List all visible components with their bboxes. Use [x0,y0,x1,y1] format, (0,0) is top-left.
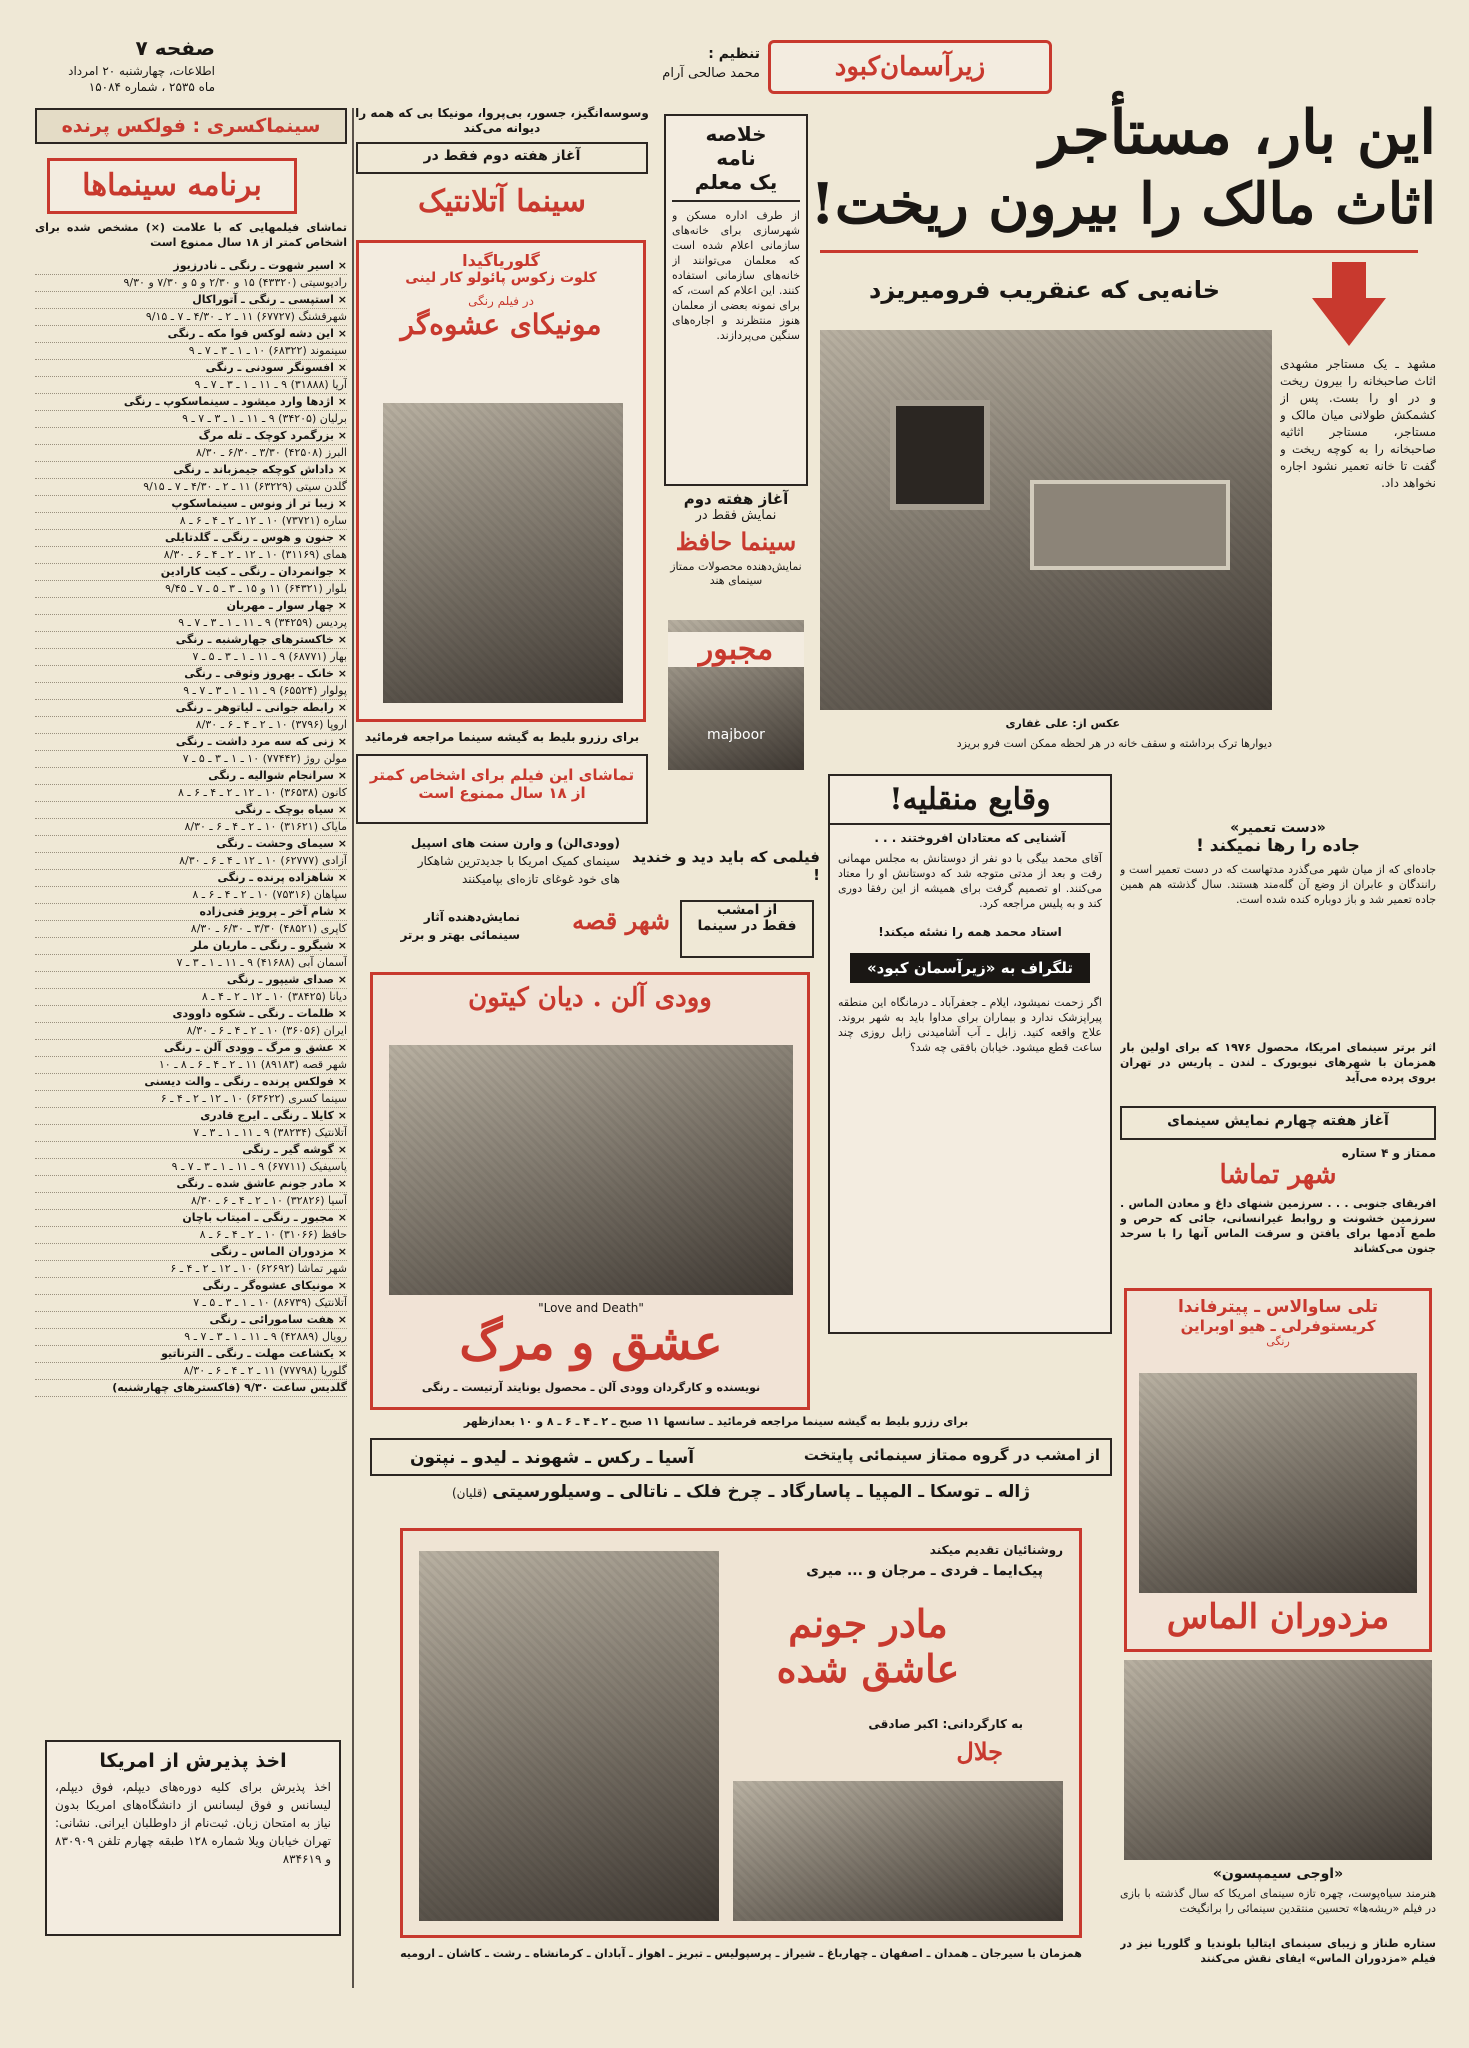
admission-box [45,1740,341,1936]
section-title: زیرآسمان‌کبود [768,40,1052,94]
listing-entry: × جوانمردان ـ رنگی ـ کیت کارادین [35,564,347,581]
listing-entry: × زنی که سه مرد داشت ـ رنگی [35,734,347,751]
listing-entry: آزادی (۶۲۷۷۷) ۱۰ ـ ۱۲ ـ ۴ ـ ۶ ـ ۸/۳۰ [35,853,347,870]
simpson-photo [1124,1660,1432,1860]
listing-entry: × یکشاعت مهلت ـ رنگی ـ الترناتیو [35,1346,347,1363]
diamond-start-line: آغاز هفته چهارم نمایش سینمای [1120,1106,1436,1140]
love-death-ad: وودی آلن . دیان کیتون "Love and Death" عشق و مرگ نویسنده و کارگردان وودی آلن ـ محصول یونایتد آرتیست ـ رنگی [370,972,810,1410]
listing-entry: × خاکسترهای جهارشنبه ـ رنگی [35,632,347,649]
listing-entry: بهار (۶۸۷۷۱) ۹ ـ ۱۱ ـ ۱ ـ ۳ ـ ۵ ـ ۷ [35,649,347,666]
listing-entry: × عشق و مرگ ـ وودی آلن ـ رنگی [35,1040,347,1057]
listing-entry: رویال (۴۲۸۸۹) ۹ ـ ۱۱ ـ ۱ ـ ۳ ـ ۷ ـ ۹ [35,1329,347,1346]
love-death-reserve: برای رزرو بلیط به گیشه سینما مراجعه فرمائید ـ سانسها ۱۱ صبح ـ ۲ ـ ۴ ـ ۶ ـ ۸ و ۱۰ بعدازظهر [463,1415,969,1428]
building-balcony [1030,480,1230,570]
diamond-poster: تلی ساوالاس ـ پیترفاندا کریستوفرلی ـ هیو اوبراین رنگی مزدوران الماس [1124,1288,1432,1652]
listing-entry: آسیا (۳۲۸۲۶) ۱۰ ـ ۲ ـ ۴ ـ ۶ ـ ۸/۳۰ [35,1193,347,1210]
listing-entry: × افسونگر سودنی ـ رنگی [35,360,347,377]
listing-entry: سینما کسری (۶۳۶۲۲) ۱۰ ـ ۱۲ ـ ۲ ـ ۴ ـ ۶ [35,1091,347,1108]
listing-entry: × زیبا تر از ونوس ـ سینماسکوپ [35,496,347,513]
listing-entry: × داداش کوچکه جیمزباند ـ رنگی [35,462,347,479]
listing-entry: ساره (۷۳۷۲۱) ۱۰ ـ ۱۲ ـ ۲ ـ ۴ ـ ۶ ـ ۸ [35,513,347,530]
listing-entry: مایاک (۳۱۶۲۱) ۱۰ ـ ۲ ـ ۴ ـ ۶ ـ ۸/۳۰ [35,819,347,836]
monica-age-warning: تماشای این فیلم برای اشخاص کمتر از ۱۸ سال ممنوع است [356,754,648,824]
listing-entry: × استپسی ـ رنگی ـ آتوراکال [35,292,347,309]
listing-entry: حافظ (۳۱۰۶۶) ۱۰ ـ ۲ ـ ۴ ـ ۶ ـ ۸ [35,1227,347,1244]
listing-entry: × صدای شیپور ـ رنگی [35,972,347,989]
listing-entry: × شام آخر ـ پرویز فنی‌زاده [35,904,347,921]
listing-entry: پاسیفیک (۶۷۷۱۱) ۹ ـ ۱۱ ـ ۱ ـ ۳ ـ ۷ ـ ۹ [35,1159,347,1176]
monica-photo [383,403,623,703]
listing-entry: × این دشه لوکس قوا مکه ـ رنگی [35,326,347,343]
listing-entry: مولن روژ (۷۷۴۴۲) ۱۰ ـ ۱ ـ ۳ ـ ۵ ـ ۷ [35,751,347,768]
teacher-letter [664,114,808,486]
listing-entry: دیانا (۳۸۴۲۵) ۱۰ ـ ۱۲ ـ ۲ ـ ۴ ـ ۸ [35,989,347,1006]
listing-entry: شهر تماشا (۶۲۶۹۲) ۱۰ ـ ۱۲ ـ ۲ ـ ۴ ـ ۶ [35,1261,347,1278]
madar-header: از امشب در گروه ممتاز سینمائی پایتخت [370,1438,1112,1476]
organizer: تنظیم : محمد صالحی آرام [662,46,760,81]
building-photo [820,330,1272,710]
atlantic-cinema: سینما آتلانتیک [417,184,587,219]
program-intro: تماشای فیلمهایی که با علامت (×) مشخص شده برای اشخاص کمتر از ۱۸ سال ممنوع است [35,221,347,249]
listing-entry: همای (۳۱۱۶۹) ۱۰ ـ ۱۲ ـ ۲ ـ ۴ ـ ۶ ـ ۸/۳۰ [35,547,347,564]
listing-entry: × گوشه گیر ـ رنگی [35,1142,347,1159]
admission-title: اخذ پذیرش از امریکا [99,1750,287,1772]
lead-story: مشهد ـ یک مستاجر مشهدی اثاث صاحبخانه را بیرون ریخت و در او را بست. پس از کشمکش طولانی میان مالک و مستاجر، مستاجر اثاثیه صاحبخانه را به کوچه ریخت و گفت تا خانه تعمیر نشود اجاره نخواهد داد. [1280,357,1436,490]
listing-entry: × فولکس پرنده ـ رنگی ـ والت دیسنی [35,1074,347,1091]
listing-entry: × شاهزاده پرنده ـ رنگی [35,870,347,887]
photo-caption: دیوارها ترک برداشته و سقف خانه در هر لحظه ممکن است فرو بریزد [956,737,1272,750]
listing-entry: × کایلا ـ رنگی ـ ایرج قادری [35,1108,347,1125]
telegraph-title: تلگراف به «زیرآسمان کبود» [850,953,1090,983]
down-arrow-icon [1312,262,1386,346]
admission-body: اخذ پذیرش برای کلیه دوره‌های دیپلم، فوق دیپلم، لیسانس و فوق لیسانس از دانشگاه‌های امریکا بدون نیاز به امتحان زبان. ثبت‌نام از داوطلبان ایرانی. نشانی: تهران خیابان ویلا شماره ۱۲۸ طبقه چهارم تلفن ۸۳۰۹۰۹ و ۸۳۴۶۱۹ [55,1780,331,1866]
monica-ad: وسوسه‌انگیز، جسور، بی‌پروا، مونیکا بی که همه را دیوانه می‌کند آغاز هفته دوم فقط در سینما آتلانتیک گلوریاگیدا کلوت زکوس پائولو کار لینی در فیلم رنگی مونیکای عشوه‌گر برای رزرو بلیط به گیشه سینما مراجعه فرمائید تماشای این فیلم برای اشخاص کمتر از ۱۸ سال ممنوع است [346,106,658,832]
listing-entry: × ظلمات ـ رنگی ـ شکوه داوودی [35,1006,347,1023]
accidents-box: وقایع منقلیه! آشنایی که معتادان افروختند . . . آقای محمد بیگی با دو نفر از دوستانش به مجلس مهمانی رفت و بعد از مدتی متوجه شد که دوستانش او را معتاد می‌کنند. او تصمیم گرفت برای همیشه از این رفقا دوری کند و به پلیس مراجعه کرد. استاد محمد همه را نشئه میکند! تلگراف به «زیرآسمان کبود» اگر زحمت نمیشود، ایلام ـ جعفرآباد ـ درمانگاه این منطقه پیراپزشک ندارد و بیماران برای مداوا باید به شهر بروند. علاج واقعه کنید. زابل ـ آب آشامیدنی زابل روزی چند ساعت قطع میشود. خیابان بافقی چه شد؟ [828,774,1112,1334]
listing-entry: × مزدوران الماس ـ رنگی [35,1244,347,1261]
listing-entry: برلیان (۳۴۲۰۵) ۹ ـ ۱۱ ـ ۱ ـ ۳ ـ ۷ ـ ۹ [35,411,347,428]
photo-caption-title: خانه‌یی که عنقریب فرومیریزد [869,276,1220,304]
listing-entry: سینموند (۶۸۳۲۲) ۱۰ ـ ۱ ـ ۳ ـ ۷ ـ ۹ [35,343,347,360]
majboor-poster: مجبور majboor [668,620,804,770]
listing-entry: شهرقشنگ (۶۷۷۲۷) ۱۱ ـ ۲ ـ ۴/۳۰ ـ ۷ ـ ۹/۱۵ [35,309,347,326]
paper-line2: ماه ۲۵۳۵ ، شماره ۱۵۰۸۴ [88,80,215,94]
madar-poster: روشنائیان تقدیم میکند پیک‌ایما ـ فردی ـ مرجان و ... میری مادر جونم عاشق شده به کارگردانی: اکبر صادقی جلال [400,1528,1082,1938]
mid-promos: (وودی‌الن) و وارن سنت های اسپیل سینمای کمیک امریکا با جدیدترین شاهکار های خود غوغای تازه‌ای بپامیکنند فیلمی که باید دید و خندید ! از امشب فقط در سینما شهر قصه نمایش‌دهنده آثار سینمائی بهتر و برتر [360,836,820,966]
listing-entry: اروپا (۳۷۹۶) ۱۰ ـ ۲ ـ ۴ ـ ۶ ـ ۸/۳۰ [35,717,347,734]
hafez-cinema: سینما حافظ [675,527,797,556]
listing-entry: شهر قصه (۸۹۱۸۳) ۱۱ ـ ۲ ـ ۴ ـ ۶ ـ ۸ ـ ۱۰ [35,1057,347,1074]
paper-line1: اطلاعات، چهارشنبه ۲۰ امرداد [68,64,215,78]
listing-entry: × چهار سوار ـ مهربان [35,598,347,615]
listing-entry: × جنون و هوس ـ رنگی ـ گلدتایلی [35,530,347,547]
listing-entry: × مونیکای عشوه‌گر ـ رنگی [35,1278,347,1295]
listing-entry: رادیوسیتی (۴۳۳۲۰) ۱۵ و ۲/۳۰ و ۵ و ۷/۳۰ و ۹/۳۰ [35,275,347,292]
listing-entry: × سرانجام شوالیه ـ رنگی [35,768,347,785]
love-death-photo [389,1045,793,1295]
monica-poster: گلوریاگیدا کلوت زکوس پائولو کار لینی در فیلم رنگی مونیکای عشوه‌گر [356,240,646,722]
program-top-label: سینماکسری : فولکس پرنده [35,108,347,144]
listing-entry: پولوار (۶۵۵۲۴) ۹ ـ ۱۱ ـ ۱ ـ ۳ ـ ۷ ـ ۹ [35,683,347,700]
listing-entry: × شیگرو ـ رنگی ـ ماریان ملر [35,938,347,955]
madar-portrait [733,1781,1063,1921]
teacher-title: خلاصه نامه یک معلم [672,122,800,202]
diamond-ad: اثر برتر سینمای امریکا، محصول ۱۹۷۶ که برای اولین بار همزمان با شهرهای نیویورک ـ لندن ـ پاریس در تهران بروی پرده می‌آید آغاز هفته چهارم نمایش سینمای ممتاز و ۴ ستاره شهر تماشا افریقای جنوبی . . . سرزمین شنهای داغ و معادن الماس . سرزمین خشونت و روابط غیرانسانی، جائی که حرص و طمع آدمها برای یافتن و سرقت الماس آنها را با سرحد جنون می‌کشاند تلی ساوالاس ـ پیترفاندا کریستوفرلی ـ هیو اوبراین رنگی مزدوران الماس «اوجی سیمپسون» هنرمند سیاه‌پوست، چهره تازه سینمای امریکا که سال گذشته با بازی در فیلم «ریشه‌ها» تحسین منتقدین سینمائی را برانگیخت ستاره طناز و زیبای سینمای ایتالیا بلوندیا و گلوریا نیز در فیلم «مزدوران الماس» ایفای نقش می‌کنند [1120,1041,1436,1965]
listing-entry: کاپری (۴۸۵۲۱) ۳/۳۰ ـ ۶/۳۰ ـ ۸/۳۰ [35,921,347,938]
listing-entry: ایران (۳۶۰۵۶) ۱۰ ـ ۲ ـ ۴ ـ ۶ ـ ۸/۳۰ [35,1023,347,1040]
listing-entry: × مادر جونم عاشق شده ـ رنگی [35,1176,347,1193]
monica-film-title: مونیکای عشوه‌گر [400,308,602,341]
listing-entry: × هفت سامورائی ـ رنگی [35,1312,347,1329]
listing-entry: گلدن سیتی (۶۳۲۲۹) ۱۱ ـ ۲ ـ ۴/۳۰ ـ ۷ ـ ۹/۱۵ [35,479,347,496]
headline-rule [820,250,1418,253]
listing-entry: کانون (۳۶۵۳۸) ۱۰ ـ ۱۲ ـ ۲ ـ ۴ ـ ۶ ـ ۸ [35,785,347,802]
teacher-body: از طرف اداره مسکن و شهرسازی برای خانه‌های سازمانی اعلام شده است که معلمان می‌توانند از خانه‌های سازمانی استفاده کنند. این اعلام کم است، که برای نمونه بعضی از معلمان هنوز منتظرند و اجاره‌های سنگین می‌پردازند. [672,209,800,342]
listing-entry: × مجبور ـ رنگی ـ امیتاب باچان [35,1210,347,1227]
photo-credit: عکس از: علی غفاری [1005,717,1120,730]
listing-entry: × سیمای وحشت ـ رنگی [35,836,347,853]
cinema-listing [35,258,347,1730]
listing-entry: گلدیس ساعت ۹/۳۰ (فاکسترهای چهارشنبه) [35,1380,347,1397]
listing-entry: × خانک ـ بهروز وثوقی ـ رنگی [35,666,347,683]
masthead-left [35,36,215,106]
accidents-title: وقایع منقلیه! [830,776,1110,825]
madar-ad: از امشب در گروه ممتاز سینمائی پایتخت آسیا ـ رکس ـ شهوند ـ لیدو ـ نپتون ژاله ـ توسکا ـ المپیا ـ پاسارگاد ـ چرخ فلک ـ ناتالی ـ وسیلورسیتی (قلیان) روشنائیان تقدیم میکند پیک‌ایما ـ فردی ـ مرجان و ... میری مادر جونم عاشق شده به کارگردانی: اکبر صادقی جلال همزمان با سیرجان ـ همدان ـ اصفهان ـ چهارباغ ـ شیراز ـ پرسپولیس ـ تبریز ـ اهواز ـ آبادان ـ کرمانشاه ـ رشت ـ کاشان ـ ارومیه [370,1438,1112,1998]
madar-film-title: مادر جونم عاشق شده [776,1601,960,1691]
listing-entry: البرز (۴۲۵۰۸) ۳/۳۰ ـ ۶/۳۰ ـ ۸/۳۰ [35,445,347,462]
listing-entry: سپاهان (۷۵۳۱۶) ۱۰ ـ ۲ ـ ۴ ـ ۶ ـ ۸ [35,887,347,904]
love-death-stars: وودی آلن . دیان کیتون [468,983,712,1013]
madar-star: جلال [956,1737,1003,1766]
tonight-box: از امشب فقط در سینما [680,900,814,958]
page-label: صفحه ۷ [135,36,215,60]
program-title: برنامه سینماها [47,158,297,214]
listing-entry: × رابطه جوانی ـ لیاتوهر ـ رنگی [35,700,347,717]
diamond-film-title: مزدوران الماس [1166,1597,1390,1637]
shahr-ghesse-cinema: شهر قصه [572,906,670,935]
love-death-title: عشق و مرگ [459,1315,723,1371]
listing-entry: × اژدها وارد میشود ـ سینماسکوپ ـ رنگی [35,394,347,411]
cinema-program-column [35,108,347,1988]
listing-entry: × بزرگمرد کوچک ـ تله مرگ [35,428,347,445]
listing-entry: × اسیر شهوت ـ رنگی ـ نادرزیوز [35,258,347,275]
madar-photo [419,1551,719,1921]
monica-start-line: آغاز هفته دوم فقط در [356,142,648,174]
shahr-tamasha-cinema: شهر تماشا [1219,1160,1337,1190]
listing-entry: آریا (۳۱۸۸۸) ۹ ـ ۱۱ ـ ۱ ـ ۳ ـ ۷ ـ ۹ [35,377,347,394]
diamond-photo [1139,1373,1417,1593]
hafez-ad: آغاز هفته دوم نمایش فقط در سینما حافظ نمایش‌دهنده محصولات ممتاز سینمای هند مجبور majboor [664,490,808,780]
main-headline: این بار، مستأجر اثاث مالک را بیرون ریخت! [810,98,1436,237]
building-window [890,400,990,510]
listing-entry: آسمان آبی (۴۱۶۸۸) ۹ ـ ۱۱ ـ ۱ ـ ۳ ـ ۷ [35,955,347,972]
listing-entry: پردیس (۳۴۲۵۹) ۹ ـ ۱۱ ـ ۱ ـ ۳ ـ ۷ ـ ۹ [35,615,347,632]
listing-entry: آتلانتیک (۸۶۷۳۹) ۱۰ ـ ۱ ـ ۳ ـ ۵ ـ ۷ [35,1295,347,1312]
listing-entry: بلوار (۶۴۳۲۱) ۱۱ و ۱۵ ـ ۳ ـ ۵ ـ ۷ ـ ۹/۴۵ [35,581,347,598]
dast-tamir: «دست تعمیر» جاده را رها نمیکند ! جاده‌ای که از میان شهر می‌گذرد مدتهاست که در دست تعمیر است و رانندگان و عابران از وضع آن گله‌مند هستند. سال گذشته هم همین جاده تعمیر شد و باز دوباره کنده شده است. [1120,820,1436,906]
listing-entry: آتلانتیک (۳۸۲۳۴) ۹ ـ ۱۱ ـ ۱ ـ ۳ ـ ۷ [35,1125,347,1142]
listing-entry: گلوریا (۷۷۷۹۸) ۱۱ ـ ۲ ـ ۴ ـ ۶ ـ ۸/۳۰ [35,1363,347,1380]
listing-entry: × سیاه بوچک ـ رنگی [35,802,347,819]
